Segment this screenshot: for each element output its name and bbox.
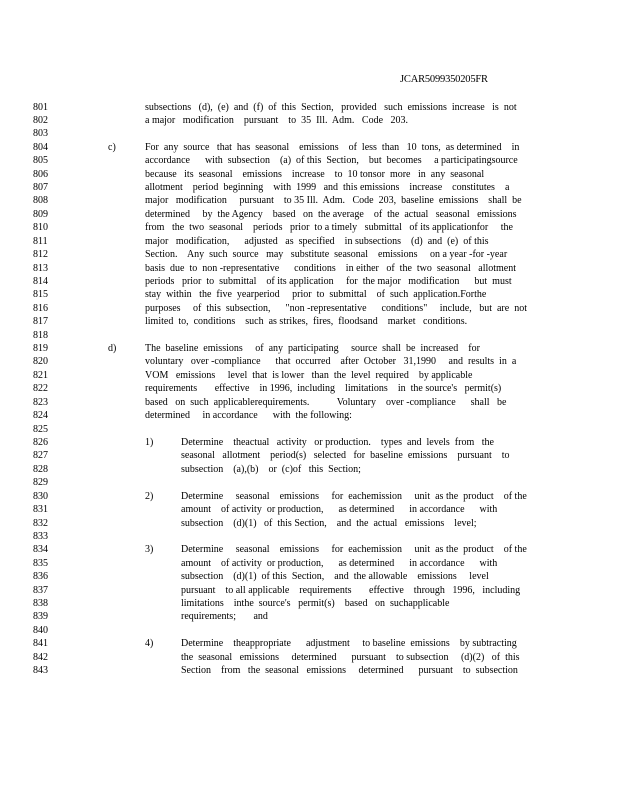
line-number: 821 bbox=[33, 369, 48, 381]
line-number: 803 bbox=[33, 128, 48, 140]
line-text: from the two seasonal periods prior to a timely submittal of its applicationfor the bbox=[145, 222, 513, 234]
line-number: 839 bbox=[33, 611, 48, 623]
document-line bbox=[0, 369, 618, 382]
line-number: 810 bbox=[33, 222, 48, 234]
line-number: 806 bbox=[33, 168, 48, 180]
document-line bbox=[0, 543, 618, 556]
line-number: 838 bbox=[33, 598, 48, 610]
line-text: a major modification pursuant to 35 Ill. Adm. Code 203. bbox=[145, 114, 409, 126]
line-text: subsection (d)(1) of this Section, and the actual emissions level; bbox=[181, 517, 477, 529]
line-number: 827 bbox=[33, 450, 48, 462]
document-line bbox=[0, 637, 618, 650]
line-number: 834 bbox=[33, 544, 48, 556]
line-number: 815 bbox=[33, 289, 48, 301]
line-text: amount of activity or production, as determined in accordance with bbox=[181, 504, 498, 516]
line-number: 807 bbox=[33, 182, 48, 194]
section-label: 2) bbox=[145, 490, 154, 502]
line-number: 832 bbox=[33, 517, 48, 529]
line-number: 802 bbox=[33, 114, 48, 126]
document-line bbox=[0, 168, 618, 181]
document-line bbox=[0, 490, 618, 503]
document-line bbox=[0, 651, 618, 664]
document-line bbox=[0, 664, 618, 677]
line-number: 823 bbox=[33, 396, 48, 408]
line-text: Determine theactual activity or production. types and levels from the bbox=[181, 437, 494, 448]
line-text: subsection (d)(1) of this Section, and the allowable emissions level bbox=[181, 571, 489, 583]
line-number: 805 bbox=[33, 155, 48, 167]
line-number: 820 bbox=[33, 356, 48, 368]
line-text: seasonal allotment period(s) selected for baseline emissions pursuant to bbox=[181, 450, 510, 462]
line-text: because its seasonal emissions increase to 10 tonsor more in any seasonal bbox=[145, 168, 485, 180]
document-line bbox=[0, 382, 618, 395]
document-id: JCAR5099350205FR bbox=[400, 74, 488, 85]
line-text: amount of activity or production, as determined in accordance with bbox=[181, 557, 498, 569]
document-line bbox=[0, 476, 618, 489]
line-text: subsection (a),(b) or (c)of this Section; bbox=[181, 463, 361, 475]
line-text: pursuant to all applicable requirements effective through 1996, including bbox=[181, 584, 521, 596]
line-text: Determine seasonal emissions for eachemission unit as the product of the bbox=[181, 490, 527, 502]
document-line bbox=[0, 154, 618, 167]
document-line bbox=[0, 194, 618, 207]
document-line bbox=[0, 530, 618, 543]
line-text: subsections (d), (e) and (f) of this Section, provided such emissions increase is not bbox=[145, 101, 517, 113]
document-line bbox=[0, 208, 618, 221]
section-label: 3) bbox=[145, 544, 154, 556]
section-label: 4) bbox=[145, 638, 154, 650]
line-number: 824 bbox=[33, 410, 48, 422]
line-text: VOM emissions level that is lower than the level required by applicable bbox=[145, 369, 473, 381]
line-number: 804 bbox=[33, 141, 48, 153]
line-number: 811 bbox=[33, 235, 48, 247]
document-line bbox=[0, 503, 618, 516]
line-text: voluntary over -compliance that occurred after October 31,1990 and results in a bbox=[145, 356, 517, 368]
line-number: 808 bbox=[33, 195, 48, 207]
line-text: For any source that has seasonal emissions of less than 10 tons, as determined in bbox=[145, 141, 520, 153]
line-text: the seasonal emissions determined pursuant to subsection (d)(2) of this bbox=[181, 651, 520, 663]
line-text: major modification pursuant to 35 Ill. Adm. Code 203, baseline emissions shall be bbox=[145, 195, 522, 207]
line-number: 842 bbox=[33, 651, 48, 663]
line-number: 816 bbox=[33, 302, 48, 314]
line-text: requirements effective in 1996, including limitations in the source's permit(s) bbox=[145, 383, 502, 395]
section-label: c) bbox=[108, 141, 116, 153]
line-number: 831 bbox=[33, 504, 48, 516]
line-number: 814 bbox=[33, 275, 48, 287]
document-line bbox=[0, 127, 618, 140]
line-number: 835 bbox=[33, 557, 48, 569]
line-number: 809 bbox=[33, 208, 48, 220]
line-number: 836 bbox=[33, 571, 48, 583]
document-line bbox=[0, 181, 618, 194]
document-line bbox=[0, 624, 618, 637]
document-line bbox=[0, 570, 618, 583]
line-number: 828 bbox=[33, 463, 48, 475]
document-line bbox=[0, 262, 618, 275]
line-number: 830 bbox=[33, 490, 48, 502]
line-text: based on such applicablerequirements. Voluntary over -compliance shall be bbox=[145, 396, 507, 408]
line-text: determined in accordance with the following: bbox=[145, 410, 352, 422]
line-text: accordance with subsection (a) of this Section, but becomes a participatingsource bbox=[145, 155, 518, 167]
document-line bbox=[0, 423, 618, 436]
line-number: 843 bbox=[33, 665, 48, 677]
line-text: limitations inthe source's permit(s) based on suchapplicable bbox=[181, 598, 450, 610]
line-number: 801 bbox=[33, 101, 48, 113]
line-text: Section from the seasonal emissions determined pursuant to subsection bbox=[181, 665, 518, 677]
line-text: The baseline emissions of any participating source shall be increased for bbox=[145, 343, 480, 355]
section-label: d) bbox=[108, 343, 117, 355]
line-number: 841 bbox=[33, 638, 48, 650]
document-line bbox=[0, 449, 618, 462]
line-number: 812 bbox=[33, 249, 48, 261]
line-text: Determine seasonal emissions for eachemission unit as the product of the bbox=[181, 544, 527, 556]
document-line bbox=[0, 557, 618, 570]
line-text: requirements; and bbox=[181, 611, 268, 623]
line-number: 817 bbox=[33, 316, 48, 328]
line-number: 826 bbox=[33, 437, 48, 448]
line-number: 840 bbox=[33, 624, 48, 636]
document-line bbox=[0, 275, 618, 288]
document-line bbox=[0, 114, 618, 127]
line-text: Section. Any such source may substitute seasonal emissions on a year -for -year bbox=[145, 249, 508, 261]
line-text: basis due to non -representative conditions in either of the two seasonal allotment bbox=[145, 262, 517, 274]
line-text: stay within the five yearperiod prior to submittal of such application.Forthe bbox=[145, 289, 487, 301]
line-text: major modification, adjusted as specified in subsections (d) and (e) of this bbox=[145, 235, 489, 247]
document-line bbox=[0, 517, 618, 530]
line-text: purposes of this subsection, "non -representative conditions" include, but are not bbox=[145, 302, 527, 314]
line-number: 822 bbox=[33, 383, 48, 395]
line-number: 813 bbox=[33, 262, 48, 274]
line-text: limited to, conditions such as strikes, fires, floodsand market conditions. bbox=[145, 316, 468, 328]
document-line bbox=[0, 288, 618, 301]
document-line bbox=[0, 396, 618, 409]
document-line bbox=[0, 315, 618, 328]
line-number: 825 bbox=[33, 423, 48, 435]
section-label: 1) bbox=[145, 437, 154, 448]
document-line bbox=[0, 302, 618, 315]
line-number: 829 bbox=[33, 477, 48, 489]
document-line bbox=[0, 597, 618, 610]
document-line bbox=[0, 610, 618, 623]
document-line bbox=[0, 463, 618, 476]
document-line bbox=[0, 248, 618, 261]
line-text: allotment period beginning with 1999 and this emissions increase constitutes a bbox=[145, 182, 510, 194]
line-text: determined by the Agency based on the average of the actual seasonal emissions bbox=[145, 208, 517, 220]
line-number: 837 bbox=[33, 584, 48, 596]
line-number: 818 bbox=[33, 329, 48, 341]
document-line bbox=[0, 584, 618, 597]
line-number: 833 bbox=[33, 530, 48, 542]
line-number: 819 bbox=[33, 343, 48, 355]
document-line bbox=[0, 355, 618, 368]
document-line bbox=[0, 101, 618, 114]
document-line bbox=[0, 221, 618, 234]
document-line bbox=[0, 141, 618, 154]
line-text: Determine theappropriate adjustment to baseline emissions by subtracting bbox=[181, 638, 517, 650]
document-line bbox=[0, 235, 618, 248]
document-line bbox=[0, 329, 618, 342]
document-line bbox=[0, 436, 618, 449]
document-line bbox=[0, 342, 618, 355]
line-text: periods prior to submittal of its application for the major modification but must bbox=[145, 275, 512, 287]
document-line bbox=[0, 409, 618, 422]
